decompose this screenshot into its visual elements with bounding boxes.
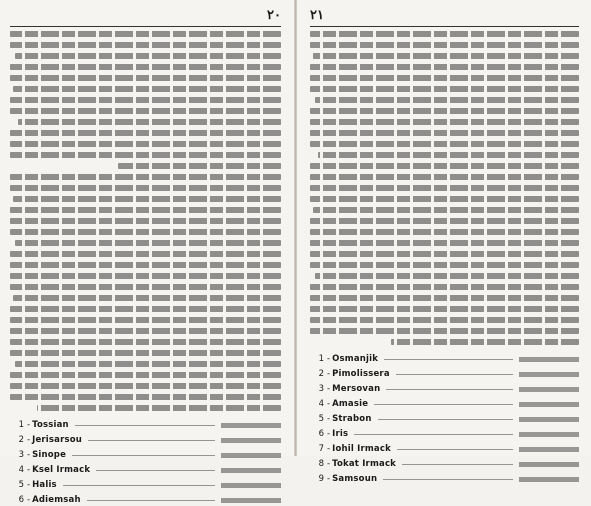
text-line — [10, 185, 281, 191]
footnote-latin-term: Tossian — [32, 420, 69, 430]
footnote-row: 1 - Osmanjik — [310, 353, 579, 365]
right-page-header — [310, 10, 579, 27]
text-line — [310, 306, 579, 312]
footnote-row: 5 - Halis — [10, 479, 281, 491]
footnote-persian-term — [519, 372, 579, 377]
footnote-latin-term: Sinope — [32, 450, 67, 460]
footnote-persian-term — [519, 477, 579, 482]
text-line — [310, 108, 579, 114]
leader-line — [378, 419, 513, 420]
text-line — [10, 141, 281, 147]
footnote-row: 6 - Iris — [310, 428, 579, 440]
leader-line — [383, 479, 513, 480]
text-line — [10, 383, 281, 389]
left-page — [0, 0, 295, 505]
text-line — [310, 185, 579, 191]
footnote-latin-term: Strabon — [332, 414, 372, 424]
text-line — [310, 295, 579, 301]
left-footnote-list — [10, 419, 281, 506]
leader-line — [72, 455, 215, 456]
leader-line — [384, 359, 513, 360]
text-line — [10, 75, 281, 81]
footnote-latin-term: Samsoun — [332, 474, 378, 484]
text-line — [313, 53, 579, 59]
left-page-body-text — [10, 31, 281, 411]
text-line — [391, 339, 579, 345]
text-line — [10, 229, 281, 235]
leader-line — [386, 389, 513, 390]
leader-line — [63, 485, 215, 486]
text-line — [10, 207, 281, 213]
text-line — [10, 251, 281, 257]
footnote-persian-term — [519, 402, 579, 407]
footnote-persian-term — [221, 498, 281, 503]
footnote-row: 6 - Adiemsah — [10, 494, 281, 506]
text-line — [10, 273, 281, 279]
leader-line — [75, 425, 215, 426]
footnote-persian-term — [519, 447, 579, 452]
text-line — [310, 75, 579, 81]
text-line — [313, 207, 579, 213]
text-line — [310, 262, 579, 268]
text-line — [10, 130, 281, 136]
left-page-number: ۲۰ — [267, 8, 281, 23]
footnote-latin-term: Iohil Irmack — [332, 444, 391, 454]
footnote-persian-term — [519, 357, 579, 362]
footnote-row: 2 - Jerisarsou — [10, 434, 281, 446]
footnote-row: 8 - Tokat Irmack — [310, 458, 579, 470]
footnote-row: 1 - Tossian — [10, 419, 281, 431]
text-line — [10, 350, 281, 356]
text-line — [310, 86, 579, 92]
text-line — [10, 174, 281, 180]
right-page-body-text — [310, 31, 579, 345]
leader-line — [96, 470, 215, 471]
footnote-persian-term — [221, 468, 281, 473]
footnote-persian-term — [221, 483, 281, 488]
leader-line — [88, 440, 215, 441]
text-line — [310, 174, 579, 180]
right-page — [296, 0, 591, 484]
text-line — [10, 394, 281, 400]
footnote-row: 3 - Sinope — [10, 449, 281, 461]
left-page-header — [10, 10, 281, 27]
footnote-row: 4 - Ksel Irmack — [10, 464, 281, 476]
footnote-latin-term: Jerisarsou — [32, 435, 83, 445]
text-line — [10, 306, 281, 312]
footnote-row: 4 - Amasie — [310, 398, 579, 410]
text-line — [10, 328, 281, 334]
text-line — [10, 97, 281, 103]
text-line — [10, 284, 281, 290]
footnote-persian-term — [519, 417, 579, 422]
text-line — [310, 240, 579, 246]
footnote-persian-term — [519, 387, 579, 392]
text-line — [310, 141, 579, 147]
text-line — [310, 284, 579, 290]
text-line — [10, 262, 281, 268]
text-line — [310, 317, 579, 323]
leader-line — [397, 449, 513, 450]
text-line — [310, 328, 579, 334]
text-line — [118, 163, 281, 169]
footnote-row: 3 - Mersovan — [310, 383, 579, 395]
text-line — [15, 361, 281, 367]
text-line — [310, 64, 579, 70]
footnote-row: 2 - Pimolissera — [310, 368, 579, 380]
text-line — [310, 130, 579, 136]
text-line — [10, 31, 281, 37]
text-line — [310, 163, 579, 169]
footnote-persian-term — [221, 438, 281, 443]
text-line — [310, 196, 579, 202]
text-line — [310, 42, 579, 48]
text-line — [13, 86, 281, 92]
text-line — [310, 119, 579, 125]
footnote-persian-term — [519, 462, 579, 467]
text-line — [310, 251, 579, 257]
footnote-latin-term: Tokat Irmack — [332, 459, 397, 469]
footnote-row: 7 - Iohil Irmack — [310, 443, 579, 455]
leader-line — [87, 500, 215, 501]
leader-line — [374, 404, 513, 405]
text-line — [318, 152, 579, 158]
text-line — [10, 42, 281, 48]
text-line — [310, 31, 579, 37]
text-line — [10, 152, 281, 158]
text-line — [15, 240, 281, 246]
footnote-latin-term: Mersovan — [332, 384, 381, 394]
text-line — [13, 295, 281, 301]
text-line — [37, 405, 281, 411]
footnote-persian-term — [519, 432, 579, 437]
text-line — [18, 119, 281, 125]
footnote-persian-term — [221, 453, 281, 458]
text-line — [315, 273, 579, 279]
footnote-persian-term — [221, 423, 281, 428]
leader-line — [354, 434, 513, 435]
right-page-number: ۲۱ — [310, 8, 324, 23]
text-line — [10, 108, 281, 114]
footnote-latin-term: Iris — [332, 429, 349, 439]
text-line — [15, 53, 281, 59]
text-line — [10, 339, 281, 345]
text-line — [310, 229, 579, 235]
footnote-latin-term: Pimolissera — [332, 369, 390, 379]
footnote-latin-term: Halis — [32, 480, 57, 490]
footnote-latin-term: Amasie — [332, 399, 369, 409]
leader-line — [396, 374, 513, 375]
text-line — [10, 64, 281, 70]
text-line — [10, 372, 281, 378]
text-line — [13, 196, 281, 202]
text-line — [310, 218, 579, 224]
footnote-latin-term: Osmanjik — [332, 354, 379, 364]
footnote-row: 5 - Strabon — [310, 413, 579, 425]
right-footnote-list — [310, 353, 579, 485]
text-line — [10, 218, 281, 224]
footnote-latin-term: Ksel Irmack — [32, 465, 91, 475]
footnote-row: 9 - Samsoun — [310, 473, 579, 485]
footnote-latin-term: Adiemsah — [32, 495, 81, 505]
leader-line — [402, 464, 513, 465]
text-line — [10, 317, 281, 323]
text-line — [315, 97, 579, 103]
